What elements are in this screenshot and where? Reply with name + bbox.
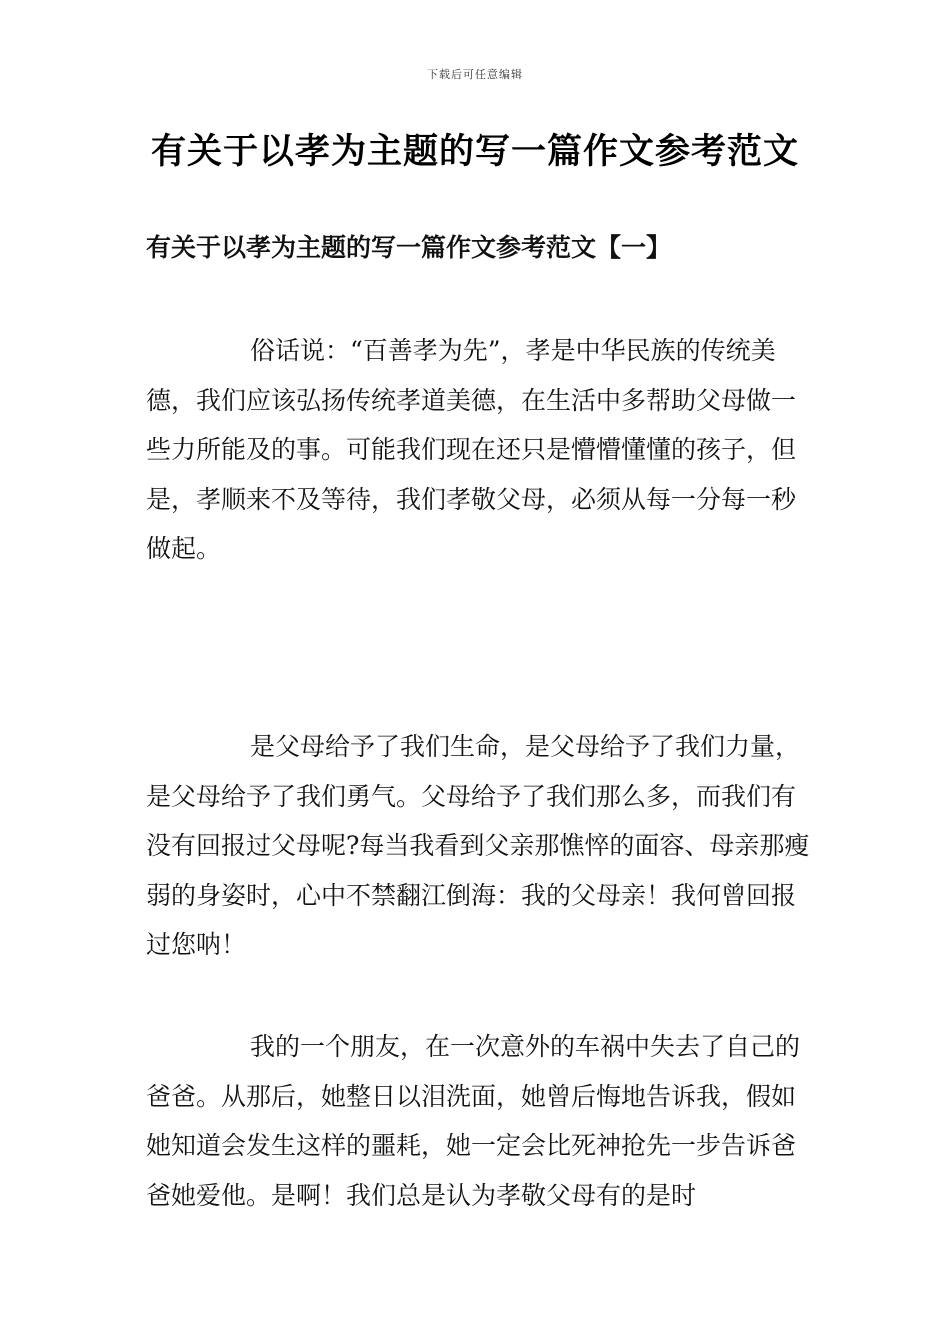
paragraph-3: 我的一个朋友，在一次意外的车祸中失去了自己的爸爸。从那后，她整日以泪洗面，她曾后悔地告诉我，假如她知道会发生这样的噩耗，她一定会比死神抢先一步告诉爸爸她爱他。是啊！我们总是认为孝敬父母有的是时: [146, 1032, 801, 1210]
section-heading: 有关于以孝为主题的写一篇作文参考范文【一】: [146, 233, 672, 262]
header-note: 下载后可任意编辑: [427, 68, 523, 81]
document-title: 有关于以孝为主题的写一篇作文参考范文: [150, 132, 799, 172]
paragraph-2: 是父母给予了我们生命，是父母给予了我们力量，是父母给予了我们勇气。父母给予了我们那么多，而我们有没有回报过父母呢?每当我看到父亲那憔悴的面容、母亲那瘦弱的身姿时，心中不禁翻江倒海：我的父母亲！我何曾回报过您呐！: [146, 732, 810, 959]
paragraph-1: 俗话说：“百善孝为先”，孝是中华民族的传统美德，我们应该弘扬传统孝道美德，在生活中多帮助父母做一些力所能及的事。可能我们现在还只是懵懵懂懂的孩子，但是，孝顺来不及等待，我们孝敬父母，必须从每一分每一秒做起。: [146, 336, 797, 563]
